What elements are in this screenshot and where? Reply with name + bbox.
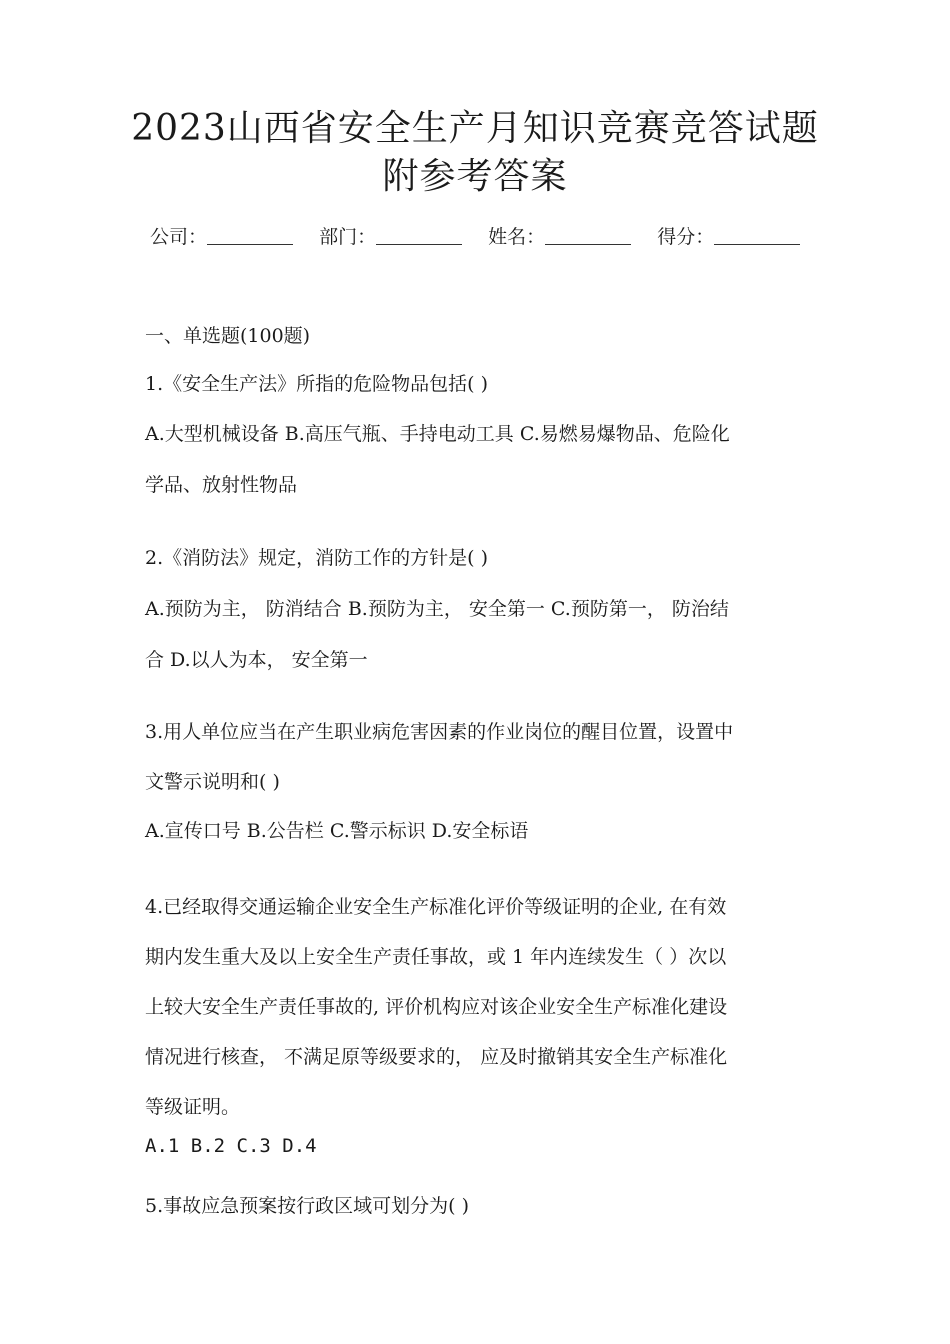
header-fields xyxy=(150,222,810,252)
question-1: 1.《安全生产法》所指的危险物品包括( ) xyxy=(145,373,488,395)
department-label: 部门： xyxy=(319,226,377,248)
question-4-cont-3: 情况进行核查， 不满足原等级要求的， 应及时撤销其安全生产标准化 xyxy=(145,1046,728,1068)
question-3-options: A.宣传口号 B.公告栏 C.警示标识 D.安全标语 xyxy=(145,820,529,842)
section-heading: 一、单选题(100题) xyxy=(145,325,311,347)
score-label: 得分： xyxy=(657,226,715,248)
question-5: 5.事故应急预案按行政区域可划分为( ) xyxy=(145,1195,469,1217)
question-1-options: A.大型机械设备 B.高压气瓶、手持电动工具 C.易燃易爆物品、危险化 xyxy=(145,423,730,445)
question-3: 3.用人单位应当在产生职业病危害因素的作业岗位的醒目位置，设置中 xyxy=(145,721,734,743)
document-subtitle: 附参考答案 xyxy=(382,156,568,197)
name-blank xyxy=(545,224,631,245)
question-2-options-cont: 合 D.以人为本， 安全第一 xyxy=(145,649,368,671)
question-2: 2.《消防法》规定，消防工作的方针是( ) xyxy=(145,547,488,569)
document-title: 2023山西省安全生产月知识竞赛竞答试题 xyxy=(131,108,819,149)
question-4-cont-1: 期内发生重大及以上安全生产责任事故，或 1 年内连续发生（ ）次以 xyxy=(145,946,727,968)
question-4-cont-2: 上较大安全生产责任事故的, 评价机构应对该企业安全生产标准化建设 xyxy=(145,996,728,1018)
name-label: 姓名： xyxy=(488,226,546,248)
question-3-cont: 文警示说明和( ) xyxy=(145,771,280,793)
company-label: 公司： xyxy=(150,226,208,248)
question-2-options: A.预防为主， 防消结合 B.预防为主， 安全第一 C.预防第一， 防治结 xyxy=(145,598,729,620)
department-blank xyxy=(376,224,462,245)
question-4-options: A.1 B.2 C.3 D.4 xyxy=(145,1135,317,1157)
company-blank xyxy=(207,224,293,245)
question-1-options-cont: 学品、放射性物品 xyxy=(145,474,298,496)
score-blank xyxy=(714,224,800,245)
question-4: 4.已经取得交通运输企业安全生产标准化评价等级证明的企业, 在有效 xyxy=(145,896,727,918)
question-4-cont-4: 等级证明。 xyxy=(145,1096,241,1118)
